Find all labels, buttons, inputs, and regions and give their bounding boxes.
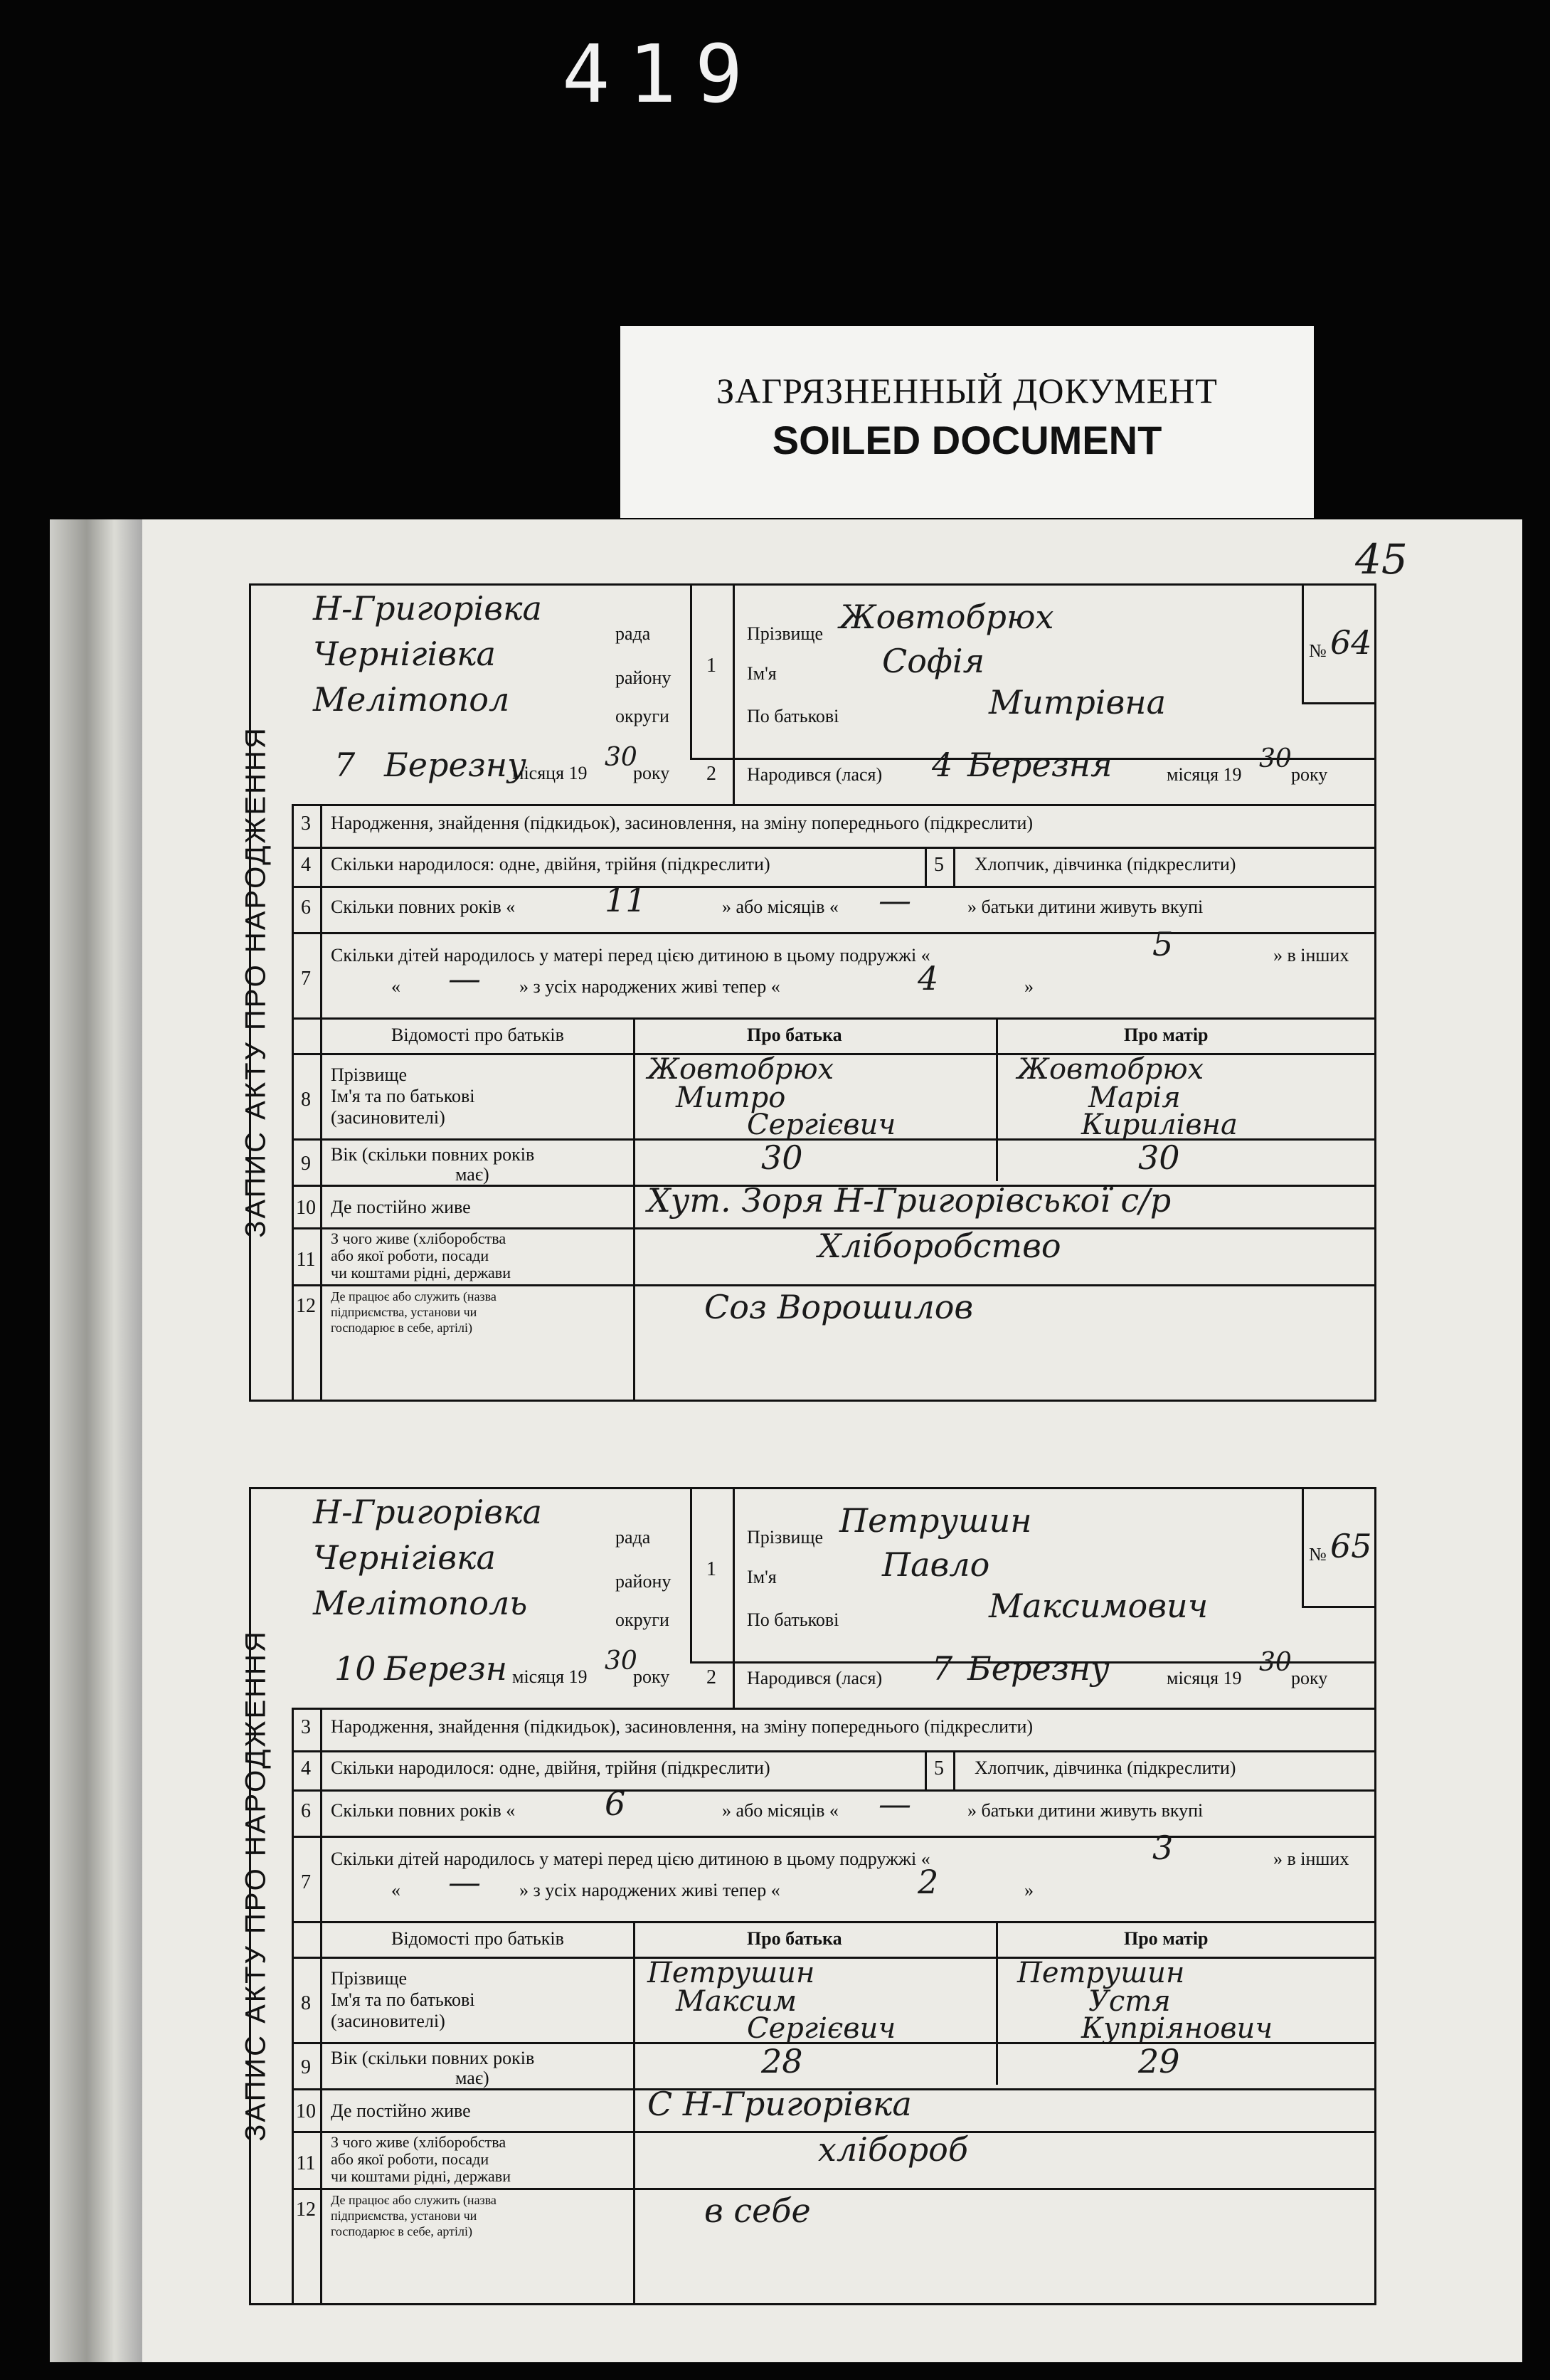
- birth-day: 4: [932, 746, 953, 784]
- year-label: року: [633, 1666, 670, 1687]
- patronymic-value: Митрівна: [989, 683, 1167, 721]
- folio-number: 45: [1355, 535, 1408, 583]
- birth-month: Березня: [967, 746, 1113, 784]
- surname-label: Прізвище: [747, 623, 824, 644]
- rayon-label: району: [615, 1571, 672, 1592]
- mother-surname: Петрушин: [1017, 1957, 1185, 1989]
- mother-surname: Жовтобрюх: [1017, 1053, 1204, 1086]
- row11-label-3: чи коштами рідні, держави: [331, 1264, 511, 1281]
- work-value: в себе: [704, 2191, 811, 2230]
- month-label: місяця 19: [1167, 764, 1242, 785]
- birth-record: [240, 583, 1465, 1402]
- work-value: Соз Ворошилов: [704, 1288, 974, 1326]
- table-rule: [292, 886, 1376, 888]
- table-rule: [690, 1487, 692, 1661]
- mother-age: 30: [1138, 1138, 1180, 1177]
- row9-label-2: має): [455, 2068, 489, 2088]
- parents-info-header: Відомості про батьків: [391, 1025, 564, 1045]
- row5-label: Хлопчик, дівчинка (підкреслити): [975, 1757, 1236, 1778]
- father-patronymic: Сергієвич: [747, 1109, 896, 1141]
- row8-label-3: (засиновителі): [331, 1107, 445, 1128]
- row9-label-2: має): [455, 1164, 489, 1185]
- row11-label-3: чи коштами рідні, держави: [331, 2167, 511, 2185]
- table-rule: [292, 1138, 1376, 1141]
- table-rule: [690, 583, 692, 758]
- registration-month: Березн: [384, 1649, 508, 1688]
- patronymic-label: По батькові: [747, 1609, 839, 1630]
- registration-month: Березну: [384, 746, 526, 784]
- children-alive: 4: [918, 959, 939, 998]
- row8-label-2: Ім'я та по батькові: [331, 1989, 475, 2010]
- parents-info-header: Відомості про батьків: [391, 1928, 564, 1949]
- living-value: хлібороб: [818, 2130, 968, 2169]
- table-rule: [292, 1750, 1376, 1752]
- row8-label-1: Прізвище: [331, 1064, 408, 1085]
- row-number: 7: [301, 968, 311, 990]
- stamp-english: SOILED DOCUMENT: [772, 418, 1162, 462]
- table-rule: [292, 932, 1376, 934]
- row11-label-2: або якої роботи, посади: [331, 2150, 489, 2168]
- born-label: Народився (лася): [747, 764, 883, 785]
- living-value: Хліборобство: [818, 1227, 1061, 1265]
- form-label: ЗАПИС АКТУ ПРО НАРОДЖЕННЯ: [240, 726, 272, 1238]
- okrug-value: Мелітопол: [313, 680, 510, 719]
- children-other: —: [448, 1863, 481, 1901]
- children-alive: 2: [918, 1863, 939, 1901]
- residence-value: С Н-Григорівка: [647, 2085, 912, 2123]
- row12-label-1: Де працює або служить (назва: [331, 2193, 497, 2207]
- surname-value: Жовтобрюх: [839, 598, 1054, 636]
- birth-day: 7: [932, 1649, 953, 1688]
- row7-label-a: Скільки дітей народилось у матері перед цією дитиною в цьому подружжі «: [331, 1849, 930, 1869]
- row7-label-a: Скільки дітей народилось у матері перед цією дитиною в цьому подружжі «: [331, 945, 930, 966]
- born-label: Народився (лася): [747, 1668, 883, 1688]
- row-number: 8: [301, 1089, 311, 1111]
- table-rule: [633, 1017, 635, 1402]
- father-header: Про батька: [747, 1928, 842, 1949]
- row7-label-c: » з усіх народжених живі тепер «: [519, 1880, 780, 1900]
- table-rule: [292, 1789, 1376, 1792]
- row3-label: Народження, знайдення (підкидьок), засиновлення, на зміну попереднього (підкреслити): [331, 813, 1034, 833]
- row-number: 12: [296, 1295, 316, 1317]
- table-rule: [996, 2042, 998, 2085]
- registration-day: 7: [334, 746, 356, 784]
- month-label: місяця 19: [512, 1666, 588, 1687]
- number-sign: №: [1309, 640, 1327, 661]
- row9-label-1: Вік (скільки повних років: [331, 2048, 535, 2068]
- patronymic-value: Максимович: [989, 1587, 1209, 1625]
- row12-label-3: господарює в себе, артілі): [331, 2224, 473, 2238]
- table-rule: [996, 1138, 998, 1181]
- row-number: 3: [301, 813, 311, 835]
- table-rule: [320, 804, 322, 1402]
- table-rule: [292, 1921, 1376, 1923]
- table-rule: [733, 583, 735, 804]
- mother-patronymic: Купріянович: [1081, 2012, 1273, 2045]
- months-together: —: [878, 881, 911, 919]
- table-rule: [996, 1017, 998, 1138]
- month-label: місяця 19: [512, 763, 588, 783]
- registration-year: 30: [605, 743, 637, 772]
- months-together: —: [878, 1784, 911, 1823]
- name-label: Ім'я: [747, 1567, 777, 1587]
- row-number: 10: [296, 2100, 316, 2122]
- mother-patronymic: Кирилівна: [1081, 1109, 1238, 1141]
- row-number: 6: [301, 897, 311, 919]
- page-binding: [50, 519, 142, 2362]
- birth-month: Березну: [967, 1649, 1110, 1688]
- row-number: 12: [296, 2199, 316, 2221]
- father-surname: Петрушин: [647, 1957, 815, 1989]
- row4-label: Скільки народилося: одне, двійня, трійня (підкреслити): [331, 854, 770, 874]
- mother-age: 29: [1138, 2042, 1180, 2080]
- year-label: року: [1291, 1668, 1328, 1688]
- rayon-value: Чернігівка: [313, 1538, 496, 1577]
- record-number: 64: [1330, 623, 1372, 662]
- mother-firstname: Марія: [1088, 1081, 1181, 1114]
- row11-label-1: З чого живе (хліборобства: [331, 1229, 506, 1247]
- table-rule: [292, 1017, 1376, 1020]
- row7-label-c: » з усіх народжених живі тепер «: [519, 976, 780, 997]
- father-age: 30: [761, 1138, 803, 1177]
- row11-label-2: або якої роботи, посади: [331, 1247, 489, 1264]
- archive-number: 419: [562, 28, 762, 121]
- table-rule: [996, 1921, 998, 2042]
- row9-label-1: Вік (скільки повних років: [331, 1144, 535, 1165]
- row6-label-a: Скільки повних років «: [331, 897, 516, 917]
- mother-firstname: Устя: [1088, 1985, 1171, 2018]
- row-number: 5: [934, 854, 944, 876]
- table-rule: [953, 847, 955, 886]
- soiled-document-stamp: [620, 326, 1314, 518]
- rada-label: рада: [615, 623, 651, 644]
- row6-label-b: » або місяців «: [722, 897, 839, 917]
- row10-label: Де постійно живе: [331, 2100, 471, 2121]
- row-number: 2: [706, 1666, 716, 1688]
- father-patronymic: Сергієвич: [747, 2012, 896, 2045]
- row-number: 2: [706, 763, 716, 785]
- number-sign: №: [1309, 1544, 1327, 1565]
- table-rule: [292, 1708, 1376, 1710]
- row6-label-b: » або місяців «: [722, 1800, 839, 1821]
- years-together: 11: [605, 881, 647, 919]
- father-surname: Жовтобрюх: [647, 1053, 834, 1086]
- table-rule: [292, 1836, 1376, 1838]
- birth-year: 30: [1259, 744, 1292, 773]
- rayon-value: Чернігівка: [313, 635, 496, 673]
- row4-label: Скільки народилося: одне, двійня, трійня (підкреслити): [331, 1757, 770, 1778]
- row-number: 9: [301, 1153, 311, 1175]
- mother-header: Про матір: [1124, 1025, 1209, 1045]
- table-rule: [633, 1921, 635, 2305]
- stamp-russian: ЗАГРЯЗНЕННЫЙ ДОКУМЕНТ: [716, 371, 1218, 411]
- row-number: 10: [296, 1197, 316, 1219]
- record-number: 65: [1330, 1527, 1372, 1565]
- row8-label-3: (засиновителі): [331, 2011, 445, 2031]
- row-number: 9: [301, 2056, 311, 2078]
- row-number: 7: [301, 1871, 311, 1893]
- children-before: 3: [1152, 1829, 1174, 1867]
- row12-label-2: підприємства, установи чи: [331, 2209, 477, 2223]
- year-label: року: [1291, 764, 1328, 785]
- patronymic-label: По батькові: [747, 706, 839, 726]
- table-rule: [292, 847, 1376, 849]
- year-label: року: [633, 763, 670, 783]
- row-number: 8: [301, 1992, 311, 2014]
- form-label: ЗАПИС АКТУ ПРО НАРОДЖЕННЯ: [240, 1629, 272, 2142]
- father-age: 28: [761, 2042, 803, 2080]
- table-rule: [292, 2188, 1376, 2190]
- row-number: 1: [706, 655, 716, 677]
- row-number: 4: [301, 854, 311, 876]
- row-number: 6: [301, 1800, 311, 1822]
- rada-value: Н-Григорівка: [313, 589, 542, 628]
- table-rule: [292, 1053, 1376, 1055]
- rada-value: Н-Григорівка: [313, 1493, 542, 1531]
- row12-label-3: господарює в себе, артілі): [331, 1321, 473, 1335]
- surname-label: Прізвище: [747, 1527, 824, 1548]
- row12-label-1: Де працює або служить (назва: [331, 1289, 497, 1303]
- registration-day: 10: [334, 1649, 376, 1688]
- table-rule: [292, 1284, 1376, 1286]
- residence-value: Хут. Зоря Н-Григорівської с/р: [647, 1181, 1172, 1220]
- birth-record: [240, 1487, 1465, 2305]
- surname-value: Петрушин: [839, 1501, 1032, 1540]
- row7-quote-end: »: [1024, 976, 1034, 997]
- row-number: 1: [706, 1558, 716, 1580]
- registration-year: 30: [605, 1646, 637, 1676]
- father-header: Про батька: [747, 1025, 842, 1045]
- row11-label-1: З чого живе (хліборобства: [331, 2133, 506, 2151]
- rada-label: рада: [615, 1527, 651, 1548]
- name-value: Софія: [882, 642, 985, 680]
- name-value: Павло: [882, 1545, 990, 1584]
- okrug-value: Мелітополь: [313, 1584, 528, 1622]
- table-rule: [320, 1708, 322, 2305]
- table-rule: [733, 1487, 735, 1708]
- rayon-label: району: [615, 667, 672, 688]
- row6-label-a: Скільки повних років «: [331, 1800, 516, 1821]
- table-rule: [292, 2042, 1376, 2044]
- row8-label-2: Ім'я та по батькові: [331, 1086, 475, 1106]
- row8-label-1: Прізвище: [331, 1968, 408, 1989]
- month-label: місяця 19: [1167, 1668, 1242, 1688]
- name-label: Ім'я: [747, 663, 777, 684]
- children-other: —: [448, 959, 481, 998]
- birth-year: 30: [1259, 1648, 1292, 1677]
- okrug-label: округи: [615, 1609, 669, 1630]
- row7-label-b: » в інших: [1273, 1849, 1349, 1869]
- father-firstname: Митро: [676, 1081, 786, 1114]
- years-together: 6: [605, 1784, 626, 1823]
- row-number: 5: [934, 1757, 944, 1779]
- row-number: 3: [301, 1716, 311, 1738]
- row-number: 11: [296, 1249, 316, 1271]
- table-rule: [292, 804, 1376, 806]
- table-rule: [953, 1750, 955, 1789]
- row6-label-c: » батьки дитини живуть вкупі: [967, 1800, 1204, 1821]
- row5-label: Хлопчик, дівчинка (підкреслити): [975, 854, 1236, 874]
- okrug-label: округи: [615, 706, 669, 726]
- row3-label: Народження, знайдення (підкидьок), засиновлення, на зміну попереднього (підкреслити): [331, 1716, 1034, 1737]
- table-rule: [292, 1957, 1376, 1959]
- row10-label: Де постійно живе: [331, 1197, 471, 1217]
- row7-quote-end: »: [1024, 1880, 1034, 1900]
- row7-quote: «: [391, 976, 400, 997]
- mother-header: Про матір: [1124, 1928, 1209, 1949]
- row7-quote: «: [391, 1880, 400, 1900]
- row7-label-b: » в інших: [1273, 945, 1349, 966]
- row-number: 11: [296, 2152, 316, 2174]
- row6-label-c: » батьки дитини живуть вкупі: [967, 897, 1204, 917]
- children-before: 5: [1152, 925, 1174, 963]
- father-firstname: Максим: [676, 1985, 797, 2018]
- row-number: 4: [301, 1757, 311, 1779]
- row12-label-2: підприємства, установи чи: [331, 1305, 477, 1319]
